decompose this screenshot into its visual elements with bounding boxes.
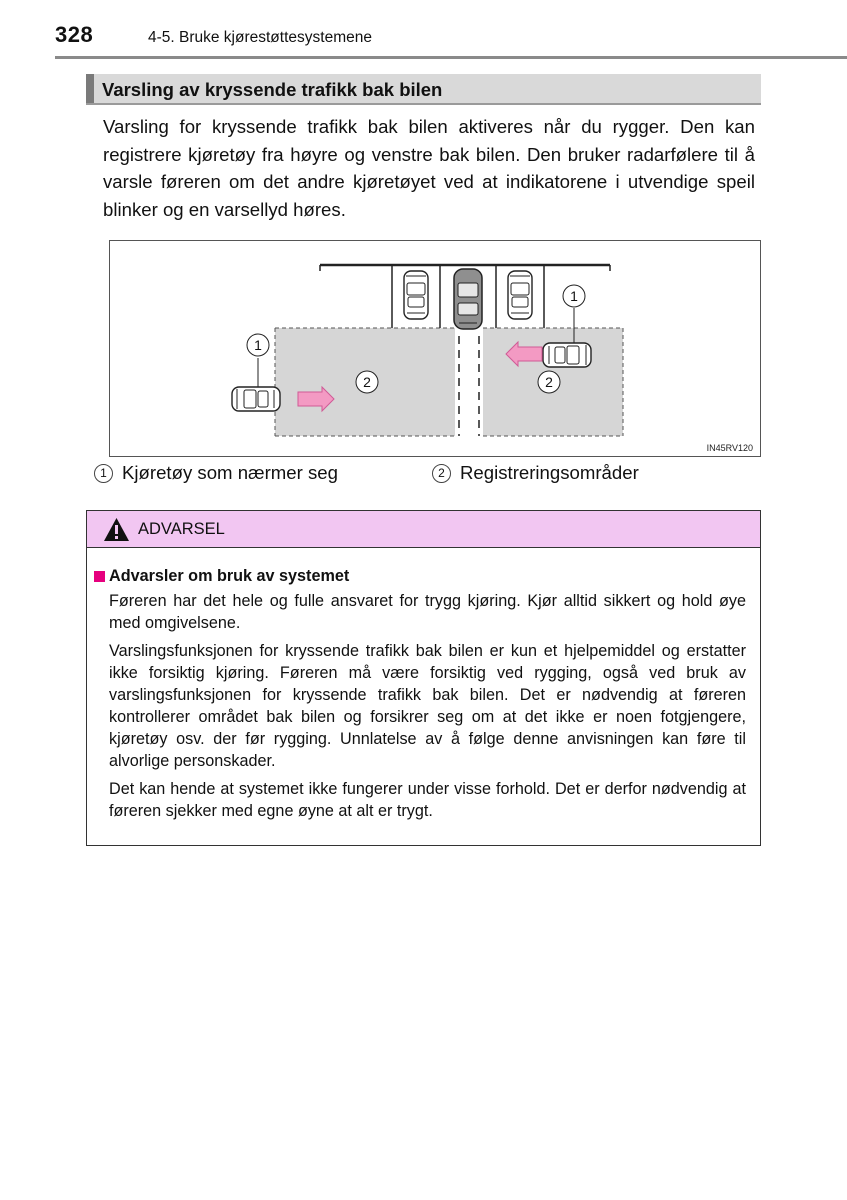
- legend-number: 2: [432, 464, 451, 483]
- warning-header: [87, 511, 760, 548]
- warning-paragraph: Det kan hende at systemet ikke fungerer under visse forhold. Det er derfor nødvendig at føreren sjekker med egne øyne at alt er trygt.: [109, 780, 746, 820]
- svg-text:1: 1: [570, 288, 578, 304]
- warning-triangle-icon: [103, 517, 130, 542]
- approaching-car-right: [543, 343, 591, 367]
- section-heading: [86, 74, 761, 105]
- legend-item-detection-area: [432, 462, 639, 484]
- parking-diagram: [110, 241, 760, 456]
- legend-label: Registreringsområder: [460, 462, 639, 483]
- page-number: 328: [55, 22, 94, 47]
- legend-label: Kjøretøy som nærmer seg: [122, 462, 338, 483]
- warning-title: ADVARSEL: [138, 520, 225, 538]
- callout-1-left: [247, 334, 269, 356]
- legend-item-approaching-vehicle: [94, 462, 338, 484]
- approaching-car-left: [232, 387, 280, 411]
- warning-subtitle: Advarsler om bruk av systemet: [109, 567, 350, 585]
- rcta-illustration: [109, 240, 761, 457]
- pink-square-bullet-icon: [94, 571, 105, 582]
- legend-number: 1: [94, 464, 113, 483]
- svg-text:2: 2: [545, 374, 553, 390]
- parked-car-right: [508, 271, 532, 319]
- warning-subheading: [94, 565, 746, 587]
- header-rule: [55, 56, 847, 59]
- heading-accent-bar: [86, 74, 94, 103]
- section-title: Varsling av kryssende trafikk bak bilen: [102, 79, 443, 100]
- reversing-car: [454, 269, 482, 329]
- figure-code: IN45RV120: [706, 443, 753, 453]
- warning-box: [86, 510, 761, 846]
- intro-paragraph: Varsling for kryssende trafikk bak bilen aktiveres når du rygger. Den kan registrere kjøretøy fra høyre og venstre bak bilen. Den bruker radarfølere til å varsle føreren om det andre kjøretøyet ved at indikatorene i utvendige speil blinker og en varsellyd høres.: [103, 116, 755, 220]
- parked-car-left: [404, 271, 428, 319]
- page-header: [55, 22, 847, 58]
- callout-1-right: [563, 285, 585, 307]
- svg-text:2: 2: [363, 374, 371, 390]
- lane-dashes: [459, 336, 479, 436]
- svg-text:1: 1: [254, 337, 262, 353]
- callout-2-right: [538, 371, 560, 393]
- chapter-title: 4-5. Bruke kjørestøttesystemene: [148, 29, 372, 46]
- warning-paragraph: Varslingsfunksjonen for kryssende trafikk bak bilen er kun et hjelpemiddel og erstatter ikke forsiktig kjøring. Føreren må være forsiktig ved rygging, også ved bruk av varslingsfunksjonen for kryssende trafikk bak bilen. Det er nødvendig at føreren kontrollerer området bak bilen og forsikrer seg om at det ikke er noen fotgjengere, kjøretøy osv. der før rygging. Unnlatelse av å følge denne anvisningen kan føre til alvorlige personskader.: [109, 642, 746, 770]
- callout-2-left: [356, 371, 378, 393]
- warning-body: [87, 548, 760, 822]
- warning-paragraph: Føreren har det hele og fulle ansvaret for trygg kjøring. Kjør alltid sikkert og hold øye med omgivelsene.: [109, 592, 746, 632]
